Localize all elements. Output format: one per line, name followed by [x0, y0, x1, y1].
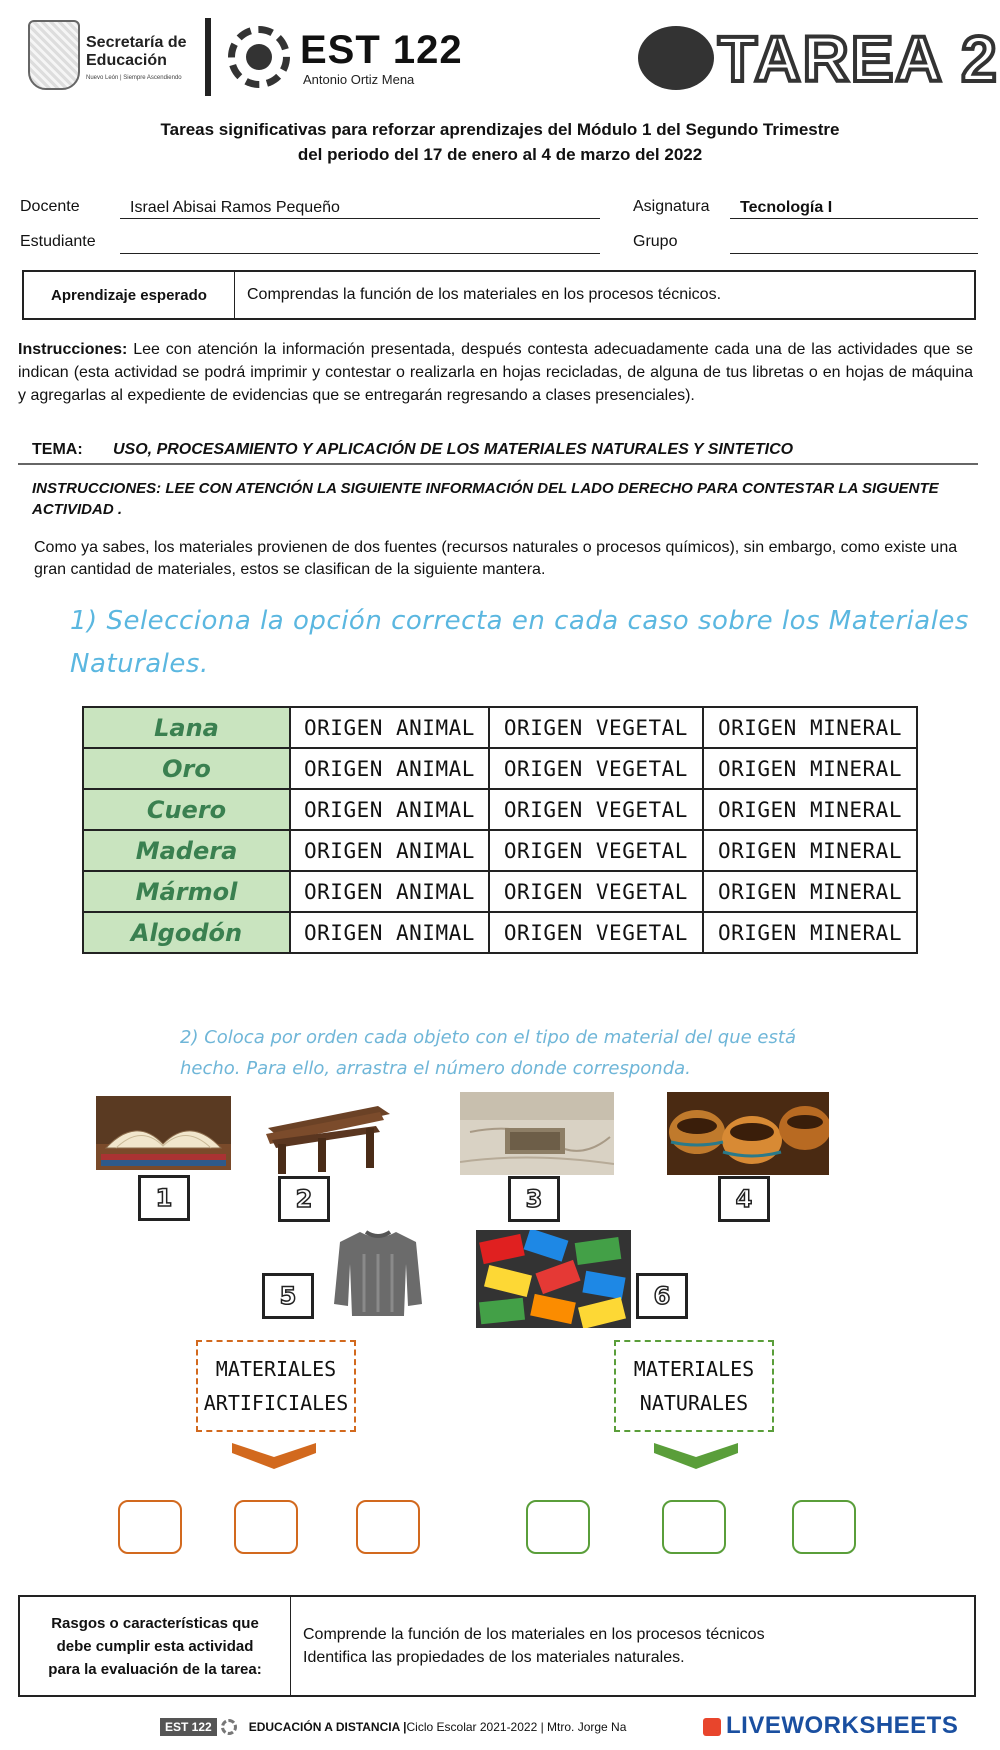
tarea-title: TAREA 2 — [718, 23, 999, 95]
school-name: EST 122 — [300, 28, 463, 72]
category-natural — [614, 1340, 774, 1432]
drag-number-5[interactable]: 5 — [262, 1273, 314, 1319]
pencil-badge-icon — [638, 26, 714, 90]
tema-divider — [18, 463, 978, 465]
rasgos-box — [18, 1595, 976, 1697]
rasgos-item-1: Comprende la función de los materiales en los procesos técnicos — [303, 1626, 765, 1643]
drag-number-4[interactable]: 4 — [718, 1176, 770, 1222]
q1-row — [83, 748, 917, 789]
footer-logo: EST 122 — [160, 1718, 217, 1736]
instructions-text: Lee con atención la información presentada, después contesta adecuadamente cada una de las actividades que se indican (esta actividad se podrá imprimir y contestar o realizarla en hojas recicladas, de alguna de tus libretas o en hojas de máquina y agregarlas al expediente de evidencias que se entregarán regresando a clases presenciales). — [18, 341, 973, 404]
tema-text: USO, PROCESAMIENTO Y APLICACIÓN DE LOS MATERIALES NATURALES Y SINTETICO — [113, 441, 794, 458]
option-mineral[interactable]: ORIGEN MINERAL — [703, 789, 917, 830]
plastic-blocks-image — [476, 1230, 631, 1328]
rasgos-items — [291, 1597, 974, 1695]
option-vegetal[interactable]: ORIGEN VEGETAL — [489, 830, 703, 871]
page-title-line2: del periodo del 17 de enero al 4 de marzo del 2022 — [297, 145, 703, 164]
option-vegetal[interactable]: ORIGEN VEGETAL — [489, 707, 703, 748]
q1-material-table — [82, 706, 918, 954]
option-vegetal[interactable]: ORIGEN VEGETAL — [489, 871, 703, 912]
option-animal[interactable]: ORIGEN ANIMAL — [290, 871, 489, 912]
material-name: Algodón — [83, 912, 290, 953]
docente-label: Docente — [20, 198, 80, 215]
secretaria-name: Secretaría de Educación — [86, 34, 187, 69]
aprendizaje-text: Comprendas la función de los materiales en los procesos técnicos. — [247, 286, 722, 303]
rasgos-label-line3: para la evaluación de la tarea: — [48, 1660, 262, 1678]
category-natural-line1: MATERIALES — [633, 1357, 755, 1381]
drag-number-1[interactable]: 1 — [138, 1175, 190, 1221]
liveworksheets-brand[interactable]: LIVEWORKSHEETS — [726, 1712, 959, 1739]
q1-title-line1: 1) Selecciona la opción correcta en cada caso sobre los Materiales — [70, 606, 969, 636]
intro-paragraph: Como ya sabes, los materiales provienen de dos fuentes (recursos naturales o procesos químicos), sin embargo, como existe una gran cantidad de materiales, estos se clasifican de la siguiente mantera. — [34, 539, 958, 578]
secretaria-logo — [28, 20, 218, 90]
rasgos-label-line1: Rasgos o características que — [51, 1614, 259, 1632]
marble-image — [460, 1092, 614, 1175]
q2-title-line1: 2) Coloca por orden cada objeto con el tipo de material del que está — [180, 1027, 796, 1048]
category-artificial-line1: MATERIALES — [215, 1357, 337, 1381]
category-artificial — [196, 1340, 356, 1432]
arrow-down-artificial-icon — [232, 1443, 316, 1474]
category-natural-line2: NATURALES — [639, 1391, 749, 1415]
footer-gear-icon — [221, 1719, 237, 1735]
option-animal[interactable]: ORIGEN ANIMAL — [290, 912, 489, 953]
q1-row — [83, 871, 917, 912]
option-vegetal[interactable]: ORIGEN VEGETAL — [489, 748, 703, 789]
material-name: Mármol — [83, 871, 290, 912]
material-name: Cuero — [83, 789, 290, 830]
secretaria-subtitle: Nuevo León | Siempre Ascendiendo — [86, 75, 182, 81]
books-image — [96, 1096, 231, 1170]
school-emblem-icon — [246, 44, 272, 70]
q1-row — [83, 707, 917, 748]
option-vegetal[interactable]: ORIGEN VEGETAL — [489, 789, 703, 830]
aprendizaje-label: Aprendizaje esperado — [24, 272, 235, 318]
tema-label: TEMA: — [32, 441, 83, 458]
docente-field[interactable]: Israel Abisai Ramos Pequeño — [120, 199, 600, 219]
q1-row — [83, 789, 917, 830]
q1-row — [83, 912, 917, 953]
estudiante-label: Estudiante — [20, 233, 96, 250]
header-divider — [205, 18, 211, 96]
school-subtitle: Antonio Ortiz Mena — [303, 72, 415, 87]
drag-number-6[interactable]: 6 — [636, 1273, 688, 1319]
category-artificial-line2: ARTIFICIALES — [203, 1391, 349, 1415]
option-vegetal[interactable]: ORIGEN VEGETAL — [489, 912, 703, 953]
page-title-line1: Tareas significativas para reforzar aprendizajes del Módulo 1 del Segundo Trimestre — [160, 120, 840, 139]
option-mineral[interactable]: ORIGEN MINERAL — [703, 912, 917, 953]
option-mineral[interactable]: ORIGEN MINERAL — [703, 871, 917, 912]
drop-zone-artificial-2[interactable] — [234, 1500, 298, 1554]
q1-title-line2: Naturales. — [70, 649, 209, 679]
state-seal-icon — [28, 20, 80, 90]
drag-number-3[interactable]: 3 — [508, 1176, 560, 1222]
grupo-field[interactable] — [730, 234, 978, 254]
asignatura-field[interactable]: Tecnología I — [730, 199, 978, 219]
material-name: Oro — [83, 748, 290, 789]
option-mineral[interactable]: ORIGEN MINERAL — [703, 830, 917, 871]
option-animal[interactable]: ORIGEN ANIMAL — [290, 789, 489, 830]
instructions-secondary: INSTRUCCIONES: LEE CON ATENCIÓN LA SIGUIENTE INFORMACIÓN DEL LADO DERECHO PARA CONTESTAR LA SIGUENTE ACTIVIDAD . — [32, 480, 939, 518]
q1-row — [83, 830, 917, 871]
option-mineral[interactable]: ORIGEN MINERAL — [703, 748, 917, 789]
option-mineral[interactable]: ORIGEN MINERAL — [703, 707, 917, 748]
option-animal[interactable]: ORIGEN ANIMAL — [290, 707, 489, 748]
material-name: Madera — [83, 830, 290, 871]
aprendizaje-box — [22, 270, 976, 320]
rasgos-label — [20, 1597, 291, 1695]
grupo-label: Grupo — [633, 233, 678, 250]
footer-text: Ciclo Escolar 2021-2022 | Mtro. Jorge Na — [406, 1720, 627, 1734]
rasgos-label-line2: debe cumplir esta actividad — [56, 1637, 254, 1655]
drop-zone-artificial-3[interactable] — [356, 1500, 420, 1554]
arrow-down-natural-icon — [654, 1443, 738, 1474]
rasgos-item-2: Identifica las propiedades de los materiales naturales. — [303, 1649, 685, 1666]
option-animal[interactable]: ORIGEN ANIMAL — [290, 748, 489, 789]
liveworksheets-logo-icon — [703, 1718, 721, 1736]
drop-zone-natural-3[interactable] — [792, 1500, 856, 1554]
instructions-paragraph — [18, 338, 973, 407]
material-name: Lana — [83, 707, 290, 748]
instructions-label: Instrucciones: — [18, 341, 128, 358]
drag-number-2[interactable]: 2 — [278, 1176, 330, 1222]
pottery-image — [667, 1092, 829, 1175]
bench-image — [258, 1096, 394, 1178]
q2-title-line2: hecho. Para ello, arrastra el número donde corresponda. — [180, 1058, 691, 1079]
estudiante-field[interactable] — [120, 234, 600, 254]
asignatura-label: Asignatura — [633, 198, 710, 215]
footer-label: EDUCACIÓN A DISTANCIA | — [248, 1720, 407, 1734]
drop-zone-natural-1[interactable] — [526, 1500, 590, 1554]
option-animal[interactable]: ORIGEN ANIMAL — [290, 830, 489, 871]
sweater-image — [330, 1224, 426, 1320]
drop-zone-natural-2[interactable] — [662, 1500, 726, 1554]
drop-zone-artificial-1[interactable] — [118, 1500, 182, 1554]
